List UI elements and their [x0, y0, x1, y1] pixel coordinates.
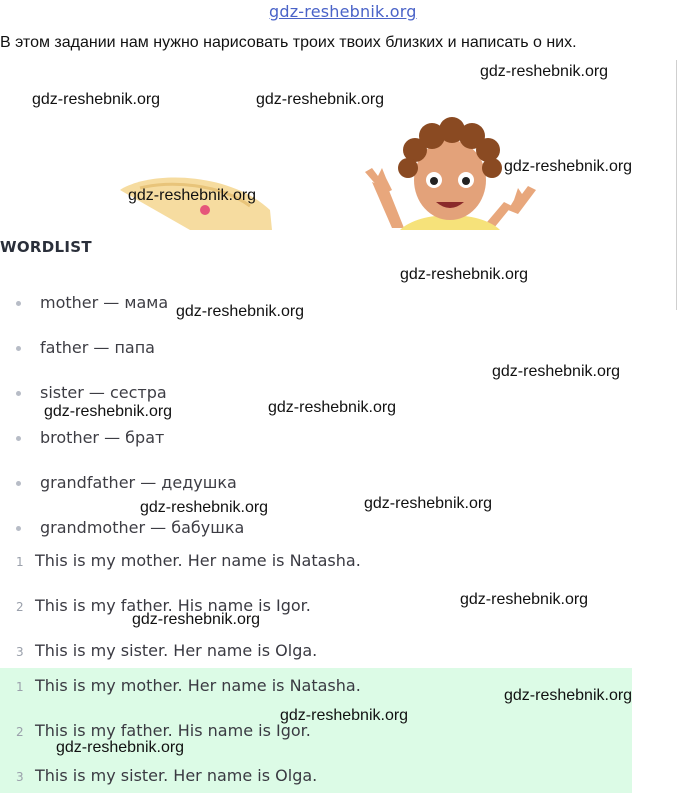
watermark: gdz-reshebnik.org [504, 158, 633, 175]
bullet-icon [16, 436, 21, 441]
line-number: 3 [16, 645, 24, 659]
word-pair: brother — брат [40, 428, 165, 447]
word-pair: grandmother — бабушка [40, 518, 245, 537]
watermark: gdz-reshebnik.org [460, 591, 589, 608]
intro-text: В этом задании нам нужно нарисовать троих твоих близких и написать о них. [0, 34, 577, 51]
sentence-text: This is my sister. Her name is Olga. [35, 641, 318, 660]
watermark: gdz-reshebnik.org [364, 495, 493, 512]
bullet-icon [16, 301, 21, 306]
watermark: gdz-reshebnik.org [140, 499, 269, 516]
sentence-text: This is my sister. Her name is Olga. [35, 766, 318, 785]
bullet-icon [16, 391, 21, 396]
watermark: gdz-reshebnik.org [56, 739, 185, 756]
watermark: gdz-reshebnik.org [176, 303, 305, 320]
line-number: 2 [16, 725, 24, 739]
watermark: gdz-reshebnik.org [132, 611, 261, 628]
word-pair: grandfather — дедушка [40, 473, 237, 492]
line-number: 1 [16, 555, 24, 569]
bullet-icon [16, 346, 21, 351]
word-pair: sister — сестра [40, 383, 167, 402]
word-pair: mother — мама [40, 293, 169, 312]
watermark: gdz-reshebnik.org [268, 399, 397, 416]
line-number: 3 [16, 770, 24, 784]
sentence-text: This is my mother. Her name is Natasha. [35, 676, 361, 695]
line-number: 2 [16, 600, 24, 614]
line-number: 1 [16, 680, 24, 694]
watermark: gdz-reshebnik.org [280, 707, 409, 724]
bullet-icon [16, 526, 21, 531]
word-pair: father — папа [40, 338, 155, 357]
watermark: gdz-reshebnik.org [492, 363, 621, 380]
watermark: gdz-reshebnik.org [128, 187, 257, 204]
watermark: gdz-reshebnik.org [256, 91, 385, 108]
bullet-icon [16, 481, 21, 486]
site-link[interactable]: gdz-reshebnik.org [269, 2, 417, 21]
watermark: gdz-reshebnik.org [480, 63, 609, 80]
watermark: gdz-reshebnik.org [44, 403, 173, 420]
watermark: gdz-reshebnik.org [504, 687, 633, 704]
wordlist-heading: WORDLIST [0, 238, 92, 256]
watermark: gdz-reshebnik.org [32, 91, 161, 108]
sentence-text: This is my father. His name is Igor. [35, 721, 311, 740]
sentence-text: This is my mother. Her name is Natasha. [35, 551, 361, 570]
sentence-text: This is my father. His name is Igor. [35, 596, 311, 615]
watermark: gdz-reshebnik.org [400, 266, 529, 283]
